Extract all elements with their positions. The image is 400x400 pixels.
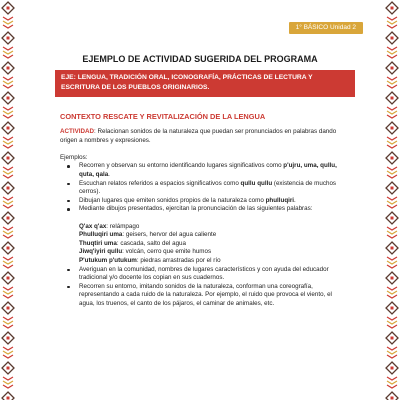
- grade-unit-badge: 1° BÁSICO Unidad 2: [289, 22, 363, 34]
- border-chevron: [3, 287, 13, 290]
- border-chevron: [387, 355, 397, 358]
- border-chevron: [3, 115, 13, 118]
- border-chevron: [3, 145, 13, 148]
- list-item: Averiguan en la comunidad, nombres de lugares característicos y con ayuda del educador tradicional y/o docente los copian en sus cuadernos.: [60, 266, 345, 283]
- border-chevron: [3, 21, 13, 24]
- list-item: Recorren y observan su entorno identificando lugares significativos como p'ujru, uma, qullu, quta, qala.: [60, 162, 345, 179]
- border-chevron: [387, 231, 397, 234]
- border-chevron: [387, 261, 397, 264]
- vocab-item: Thuqtiri uma: cascada, salto del agua: [79, 239, 187, 247]
- border-chevron: [387, 291, 397, 294]
- examples-label: Ejemplos:: [60, 153, 88, 161]
- border-chevron: [387, 321, 397, 324]
- border-chevron: [387, 377, 397, 380]
- border-chevron: [3, 257, 13, 260]
- border-center: [391, 37, 394, 40]
- border-chevron: [387, 347, 397, 350]
- border-center: [391, 277, 394, 280]
- border-center: [391, 367, 394, 370]
- bullet-list-a: [60, 162, 345, 214]
- border-center: [7, 367, 10, 370]
- border-center: [7, 97, 10, 100]
- border-chevron: [387, 145, 397, 148]
- border-chevron: [3, 85, 13, 88]
- border-center: [7, 397, 10, 400]
- border-chevron: [387, 205, 397, 208]
- border-chevron: [3, 347, 13, 350]
- border-chevron: [3, 235, 13, 238]
- border-chevron: [387, 77, 397, 80]
- vocab-item: P'utukum p'utukum: piedras arrastradas por el río: [79, 256, 221, 264]
- activity-text: : Relacionan sonidos de la naturaleza que puedan ser pronunciados en palabras dando origen a nombres y expresiones.: [60, 128, 337, 144]
- vocab-item: Phulluqiri uma: geisers, hervor del agua caliente: [79, 231, 217, 239]
- list-item: Recorren su entorno, imitando sonidos de la naturaleza, conforman una coreografía, representando a cada ruido de la naturaleza. Por ejemplo, el ruido que provoca el viento, el agua, los truenos, el canto de los pájaros, el caminar de animales, etc.: [60, 283, 345, 309]
- border-chevron: [387, 115, 397, 118]
- border-chevron: [3, 351, 13, 354]
- border-chevron: [3, 381, 13, 384]
- border-chevron: [3, 111, 13, 114]
- border-chevron: [3, 265, 13, 268]
- border-chevron: [3, 227, 13, 230]
- border-chevron: [3, 137, 13, 140]
- border-chevron: [387, 25, 397, 28]
- border-chevron: [3, 81, 13, 84]
- border-center: [7, 157, 10, 160]
- border-chevron: [387, 235, 397, 238]
- border-chevron: [3, 205, 13, 208]
- border-center: [7, 307, 10, 310]
- border-center: [7, 127, 10, 130]
- border-center: [391, 247, 394, 250]
- border-center: [391, 97, 394, 100]
- border-chevron: [387, 295, 397, 298]
- border-chevron: [3, 77, 13, 80]
- border-chevron: [387, 265, 397, 268]
- border-chevron: [387, 17, 397, 20]
- border-chevron: [387, 227, 397, 230]
- border-center: [7, 337, 10, 340]
- list-item: Mediante dibujos presentados, ejercitan la pronunciación de las siguientes palabras:: [60, 205, 345, 214]
- border-chevron: [3, 261, 13, 264]
- border-chevron: [387, 385, 397, 388]
- section-title: CONTEXTO RESCATE Y REVITALIZACIÓN DE LA LENGUA: [60, 112, 266, 121]
- border-chevron: [387, 21, 397, 24]
- border-chevron: [3, 231, 13, 234]
- vocabulary-list: [60, 223, 345, 266]
- border-chevron: [3, 295, 13, 298]
- border-chevron: [387, 351, 397, 354]
- border-center: [391, 397, 394, 400]
- border-center: [7, 37, 10, 40]
- border-chevron: [387, 171, 397, 174]
- border-chevron: [3, 47, 13, 50]
- border-chevron: [3, 141, 13, 144]
- border-chevron: [3, 291, 13, 294]
- border-chevron: [3, 201, 13, 204]
- border-chevron: [3, 321, 13, 324]
- border-center: [391, 307, 394, 310]
- border-chevron: [3, 171, 13, 174]
- border-chevron: [387, 381, 397, 384]
- border-chevron: [387, 257, 397, 260]
- border-chevron: [387, 197, 397, 200]
- border-chevron: [3, 317, 13, 320]
- border-center: [7, 247, 10, 250]
- border-chevron: [387, 325, 397, 328]
- list-item: Dibujan lugares que emiten sonidos propios de la naturaleza como phulluqiri.: [60, 197, 345, 206]
- activity-label: ACTIVIDAD: [60, 128, 95, 135]
- border-center: [391, 157, 394, 160]
- border-center: [7, 277, 10, 280]
- border-chevron: [387, 317, 397, 320]
- border-center: [391, 67, 394, 70]
- border-chevron: [387, 85, 397, 88]
- border-chevron: [3, 325, 13, 328]
- border-chevron: [3, 25, 13, 28]
- border-chevron: [387, 107, 397, 110]
- border-center: [7, 217, 10, 220]
- bullet-list-b: [60, 266, 345, 309]
- activity-paragraph: [60, 128, 345, 145]
- border-center: [391, 217, 394, 220]
- border-center: [391, 127, 394, 130]
- border-chevron: [387, 175, 397, 178]
- border-chevron: [387, 47, 397, 50]
- border-chevron: [3, 385, 13, 388]
- border-chevron: [387, 167, 397, 170]
- vocab-item: Jiwq'iyiri qullu: volcán, cerro que emite humos: [79, 248, 212, 256]
- border-chevron: [387, 137, 397, 140]
- border-center: [7, 7, 10, 10]
- border-chevron: [3, 167, 13, 170]
- border-center: [7, 67, 10, 70]
- border-chevron: [387, 287, 397, 290]
- vocab-item: Q'ax q'ax: relámpago: [79, 222, 140, 230]
- border-chevron: [387, 111, 397, 114]
- border-chevron: [387, 201, 397, 204]
- border-chevron: [3, 377, 13, 380]
- list-item: Escuchan relatos referidos a espacios significativos como qullu qullu (existencia de muchos cerros).: [60, 180, 345, 197]
- border-chevron: [387, 141, 397, 144]
- border-center: [7, 187, 10, 190]
- border-chevron: [3, 355, 13, 358]
- border-chevron: [3, 197, 13, 200]
- page-title: EJEMPLO DE ACTIVIDAD SUGERIDA DEL PROGRAMA: [82, 54, 318, 64]
- activity-content: [60, 128, 345, 308]
- border-chevron: [3, 107, 13, 110]
- border-chevron: [3, 17, 13, 20]
- eje-banner: EJE: LENGUA, TRADICIÓN ORAL, ICONOGRAFÍA, PRÁCTICAS DE LECTURA Y ESCRITURA DE LOS PUEBLOS ORIGINARIOS.: [55, 70, 355, 97]
- border-center: [391, 187, 394, 190]
- border-center: [391, 337, 394, 340]
- border-center: [391, 7, 394, 10]
- border-chevron: [3, 175, 13, 178]
- border-chevron: [387, 81, 397, 84]
